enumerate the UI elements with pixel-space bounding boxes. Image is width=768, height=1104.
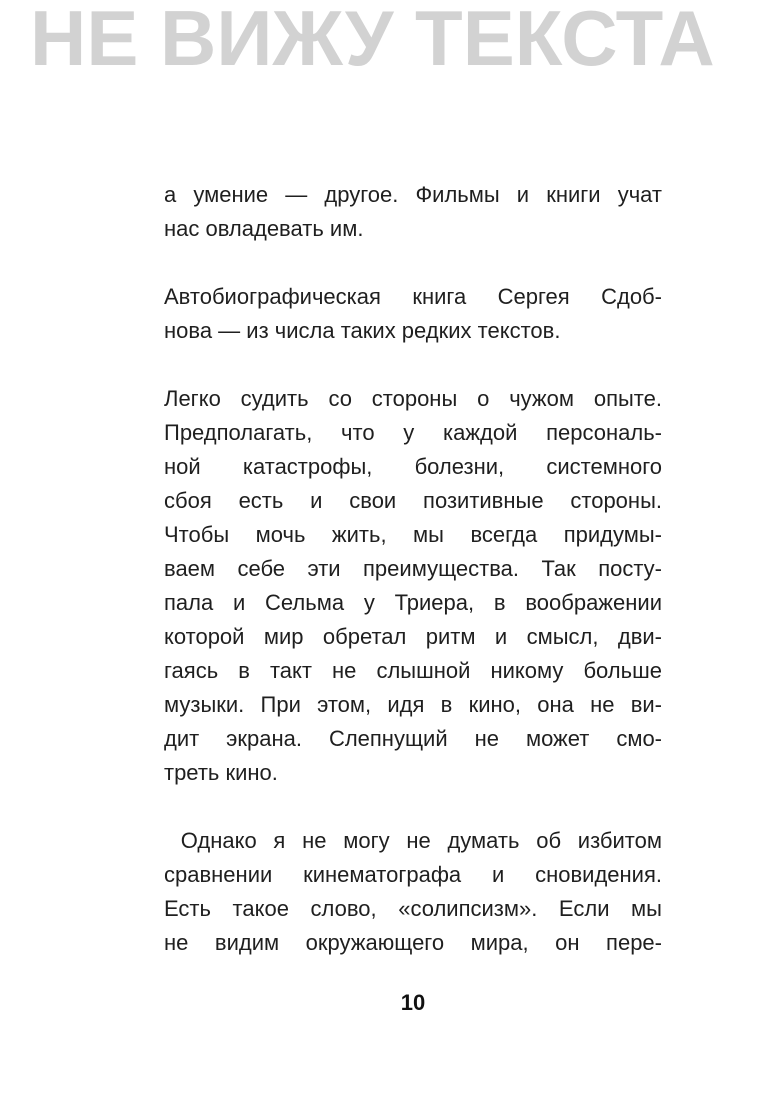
page-header-title: НЕ ВИЖУ ТЕКСТА — [30, 0, 715, 82]
page-number: 10 — [400, 990, 426, 1015]
text-line: не видим окружающего мира, он пере- — [164, 930, 662, 955]
text-line: музыки. При этом, идя в кино, она не ви- — [164, 692, 662, 717]
text-line: сбоя есть и свои позитивные стороны. — [164, 488, 662, 513]
text-line: а умение — другое. Фильмы и книги учат — [164, 182, 662, 207]
text-line: нова — из числа таких редких текстов. — [164, 318, 561, 343]
text-line: гаясь в такт не слышной никому больше — [164, 658, 662, 683]
text-line: Автобиографическая книга Сергея Сдоб- — [164, 284, 662, 309]
text-line: нас овладевать им. — [164, 216, 364, 241]
paragraph-4 — [164, 824, 662, 960]
body-text — [164, 178, 662, 994]
text-line: Чтобы мочь жить, мы всегда придумы- — [164, 522, 662, 547]
text-line: ваем себе эти преимущества. Так посту- — [164, 556, 662, 581]
text-line: Однако я не могу не думать об избитом — [164, 828, 662, 853]
text-line: Есть такое слово, «солипсизм». Если мы — [164, 896, 662, 921]
text-line: ной катастрофы, болезни, системного — [164, 454, 662, 479]
text-line: сравнении кинематографа и сновидения. — [164, 862, 662, 887]
paragraph-1 — [164, 178, 662, 246]
text-line: Предполагать, что у каждой персональ- — [164, 420, 662, 445]
text-line: которой мир обретал ритм и смысл, дви- — [164, 624, 662, 649]
paragraph-2 — [164, 280, 662, 348]
text-line: дит экрана. Слепнущий не может смо- — [164, 726, 662, 751]
text-line: Легко судить со стороны о чужом опыте. — [164, 386, 662, 411]
text-line: пала и Сельма у Триера, в воображении — [164, 590, 662, 615]
text-line: треть кино. — [164, 760, 278, 785]
paragraph-3 — [164, 382, 662, 790]
